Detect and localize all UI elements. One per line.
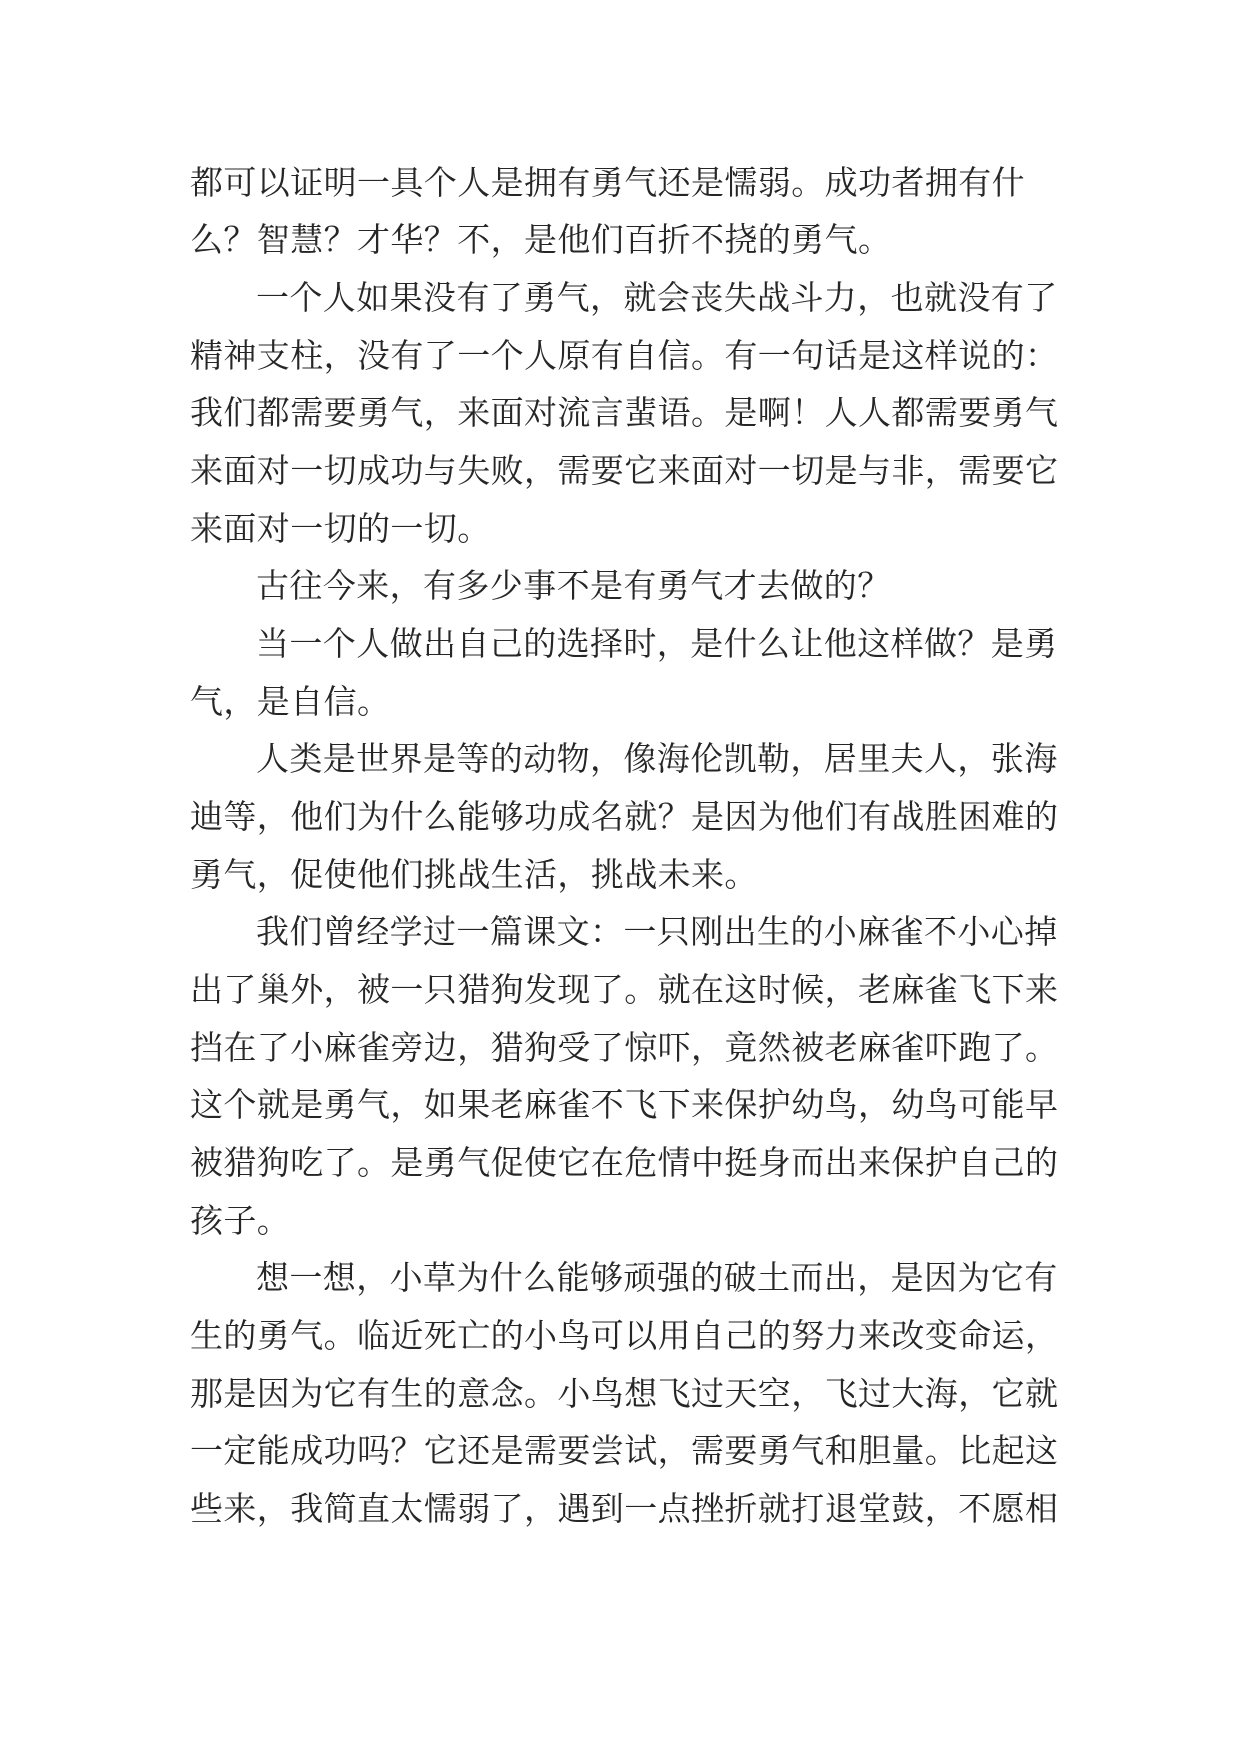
text-line: 我们都需要勇气，来面对流言蜚语。是啊！人人都需要勇气 (190, 393, 1059, 432)
paragraph-start: 当一个人做出自己的选择时，是什么让他这样做？是勇 (256, 624, 1058, 663)
paragraph-start: 古往今来，有多少事不是有勇气才去做的？ (256, 566, 891, 605)
paragraph-start: 人类是世界是等的动物，像海伦凯勒，居里夫人，张海 (256, 739, 1058, 778)
text-line: 迪等，他们为什么能够功成名就？是因为他们有战胜困难的 (190, 797, 1059, 836)
text-line: 气，是自信。 (190, 682, 391, 721)
text-line: 些来，我简直太懦弱了，遇到一点挫折就打退堂鼓，不愿相 (190, 1489, 1059, 1528)
text-line: 勇气，促使他们挑战生活，挑战未来。 (190, 855, 758, 894)
paragraph-start: 一个人如果没有了勇气，就会丧失战斗力，也就没有了 (256, 278, 1058, 317)
text-line: 么？智慧？才华？不，是他们百折不挠的勇气。 (190, 220, 892, 259)
paragraph-start: 想一想，小草为什么能够顽强的破土而出，是因为它有 (256, 1258, 1058, 1297)
text-line: 出了巢外，被一只猎狗发现了。就在这时候，老麻雀飞下来 (190, 970, 1059, 1009)
text-line: 孩子。 (190, 1201, 291, 1240)
text-line: 一定能成功吗？它还是需要尝试，需要勇气和胆量。比起这 (190, 1431, 1059, 1470)
text-line: 都可以证明一具个人是拥有勇气还是懦弱。成功者拥有什 (190, 163, 1025, 202)
text-line: 来面对一切成功与失败，需要它来面对一切是与非，需要它 (190, 451, 1059, 490)
text-line: 来面对一切的一切。 (190, 509, 491, 548)
text-line: 挡在了小麻雀旁边，猎狗受了惊吓，竟然被老麻雀吓跑了。 (190, 1028, 1059, 1067)
text-line: 生的勇气。临近死亡的小鸟可以用自己的努力来改变命运， (190, 1316, 1059, 1355)
text-line: 精神支柱，没有了一个人原有自信。有一句话是这样说的： (190, 336, 1059, 375)
paragraph-start: 我们曾经学过一篇课文：一只刚出生的小麻雀不小心掉 (256, 912, 1058, 951)
text-line: 这个就是勇气，如果老麻雀不飞下来保护幼鸟，幼鸟可能早 (190, 1085, 1059, 1124)
text-line: 那是因为它有生的意念。小鸟想飞过天空，飞过大海，它就 (190, 1374, 1059, 1413)
text-line: 被猎狗吃了。是勇气促使它在危情中挺身而出来保护自己的 (190, 1143, 1059, 1182)
